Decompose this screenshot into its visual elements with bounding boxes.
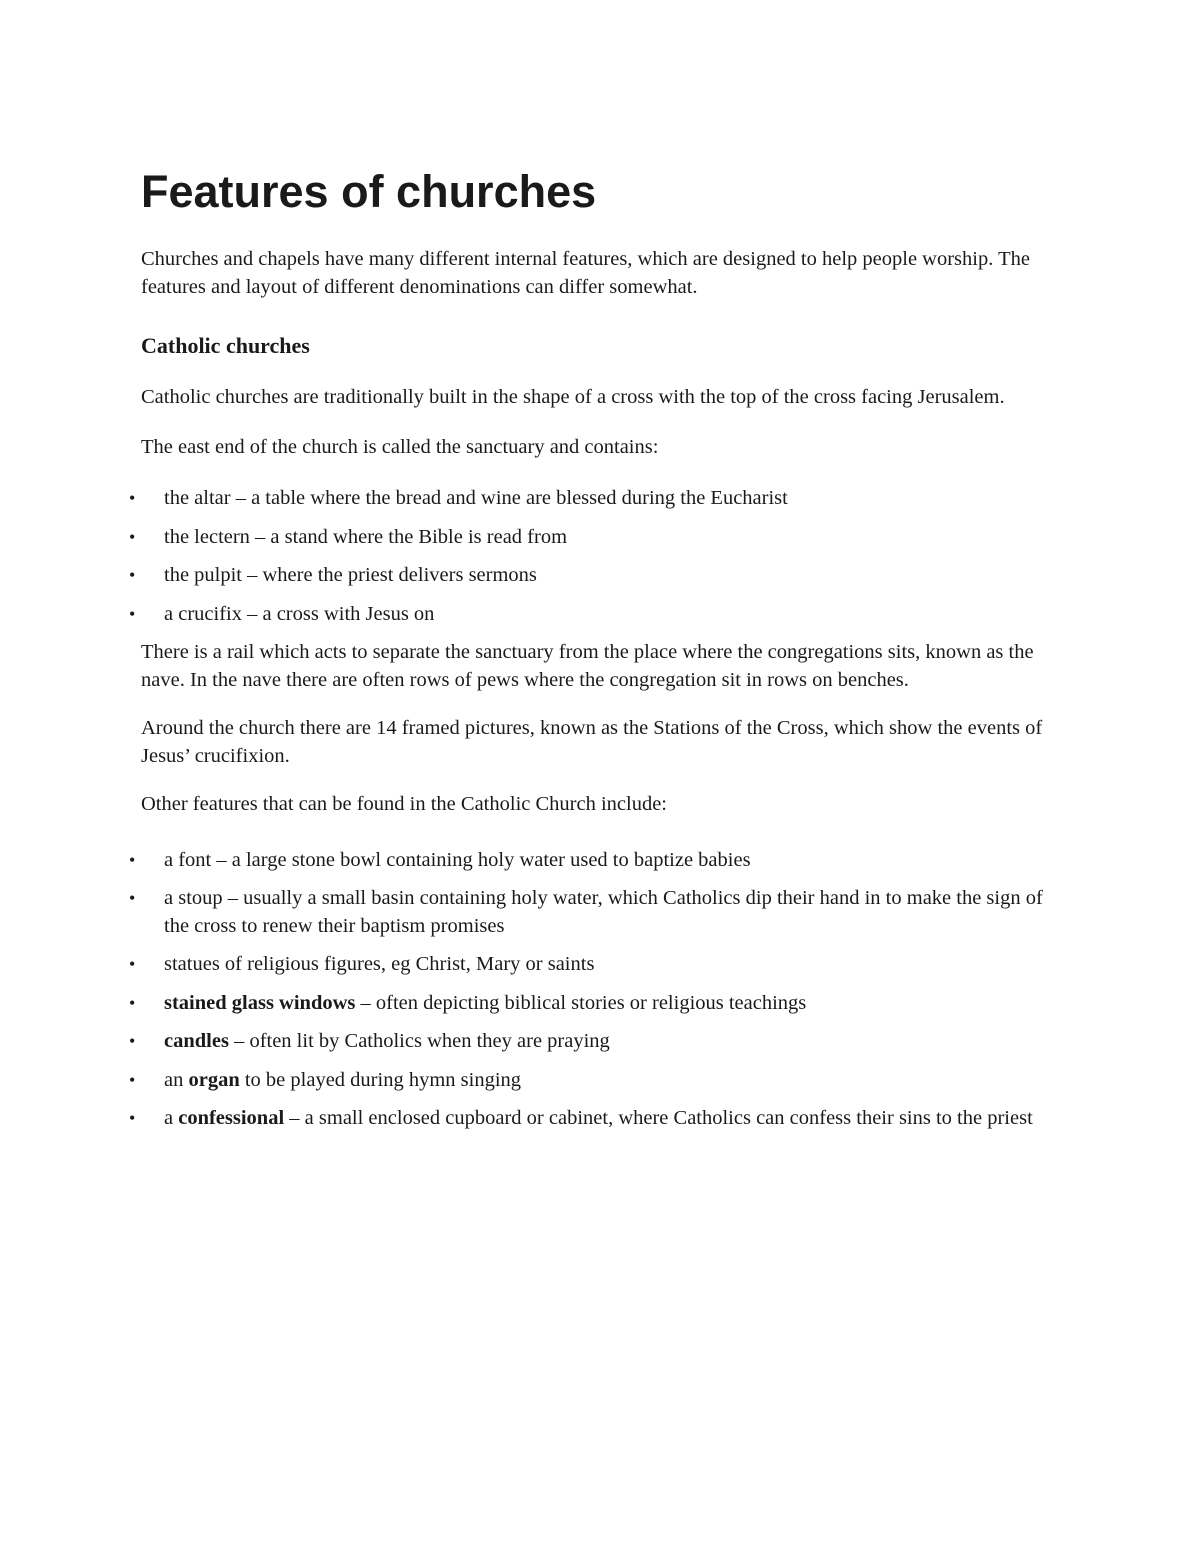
list-item-text: – often lit by Catholics when they are praying xyxy=(228,1030,610,1052)
list-item xyxy=(129,885,1061,940)
document-page xyxy=(129,160,1061,1154)
list-item xyxy=(129,1105,1061,1133)
list-item xyxy=(129,485,1061,513)
paragraph-stations: Around the church there are 14 framed pictures, known as the Stations of the Cross, which show the events of Jesus’ crucifixion. xyxy=(141,717,1043,767)
bullet-icon: • xyxy=(129,1108,136,1128)
list-item-text: – a small enclosed cupboard or cabinet, where Catholics can confess their sins to the priest xyxy=(284,1107,1033,1129)
bold-term: candles xyxy=(164,1030,229,1052)
list-item-text: statues of religious figures, eg Christ, Mary or saints xyxy=(164,953,595,975)
bullet-icon: • xyxy=(129,1031,136,1051)
list-item-text: the altar – a table where the bread and wine are blessed during the Eucharist xyxy=(164,487,788,509)
paragraph-rail-nave: There is a rail which acts to separate the sanctuary from the place where the congregations sits, known as the nave. In the nave there are often rows of pews where the congregation sit in rows on benches. xyxy=(141,641,1034,691)
bullet-icon: • xyxy=(129,565,136,585)
bullet-icon: • xyxy=(129,992,136,1013)
bullet-icon: • xyxy=(129,526,136,547)
bold-term: organ xyxy=(188,1068,240,1091)
paragraph-other-features: Other features that can be found in the Catholic Church include: xyxy=(141,793,667,815)
list-item-text: a font – a large stone bowl containing holy water used to baptize babies xyxy=(164,848,751,871)
list-item xyxy=(129,1028,1061,1056)
list-item xyxy=(129,990,1061,1018)
bullet-icon: • xyxy=(129,1069,136,1090)
paragraph-sanctuary: The east end of the church is called the sanctuary and contains: xyxy=(141,435,659,458)
page-title: Features of churches xyxy=(141,166,597,217)
bullet-icon: • xyxy=(129,888,136,908)
bullet-icon: • xyxy=(129,849,136,870)
bold-term: stained glass windows xyxy=(164,991,356,1014)
paragraph-cross-shape: Catholic churches are traditionally built in the shape of a cross with the top of the cross facing Jerusalem. xyxy=(141,386,1005,408)
list-item xyxy=(129,524,1061,552)
bullet-icon: • xyxy=(129,954,136,974)
list-item-text: a xyxy=(164,1107,179,1129)
bullet-icon: • xyxy=(129,488,136,508)
list-item-text: the pulpit – where the priest delivers sermons xyxy=(164,564,537,586)
bold-term: confessional xyxy=(178,1107,285,1129)
intro-paragraph: Churches and chapels have many different internal features, which are designed to help people worship. The features and layout of different denominations can differ somewhat. xyxy=(141,248,1030,298)
list-item-text: the lectern – a stand where the Bible is read from xyxy=(164,525,568,548)
list-item xyxy=(129,1067,1061,1095)
sanctuary-list xyxy=(129,485,1061,628)
list-item xyxy=(129,951,1061,979)
other-features-list xyxy=(129,847,1061,1133)
list-item-text: – often depicting biblical stories or religious teachings xyxy=(355,991,807,1014)
list-item xyxy=(129,562,1061,590)
list-item-text: an xyxy=(164,1068,189,1091)
list-item xyxy=(129,601,1061,629)
list-item-text: a crucifix – a cross with Jesus on xyxy=(164,602,435,625)
list-item-text: a stoup – usually a small basin containing holy water, which Catholics dip their hand in to make the sign of the cross to renew their baptism promises xyxy=(164,887,1043,937)
list-item-text: to be played during hymn singing xyxy=(239,1068,522,1091)
list-item xyxy=(129,847,1061,875)
bullet-icon: • xyxy=(129,603,136,624)
section-heading: Catholic churches xyxy=(141,333,310,358)
